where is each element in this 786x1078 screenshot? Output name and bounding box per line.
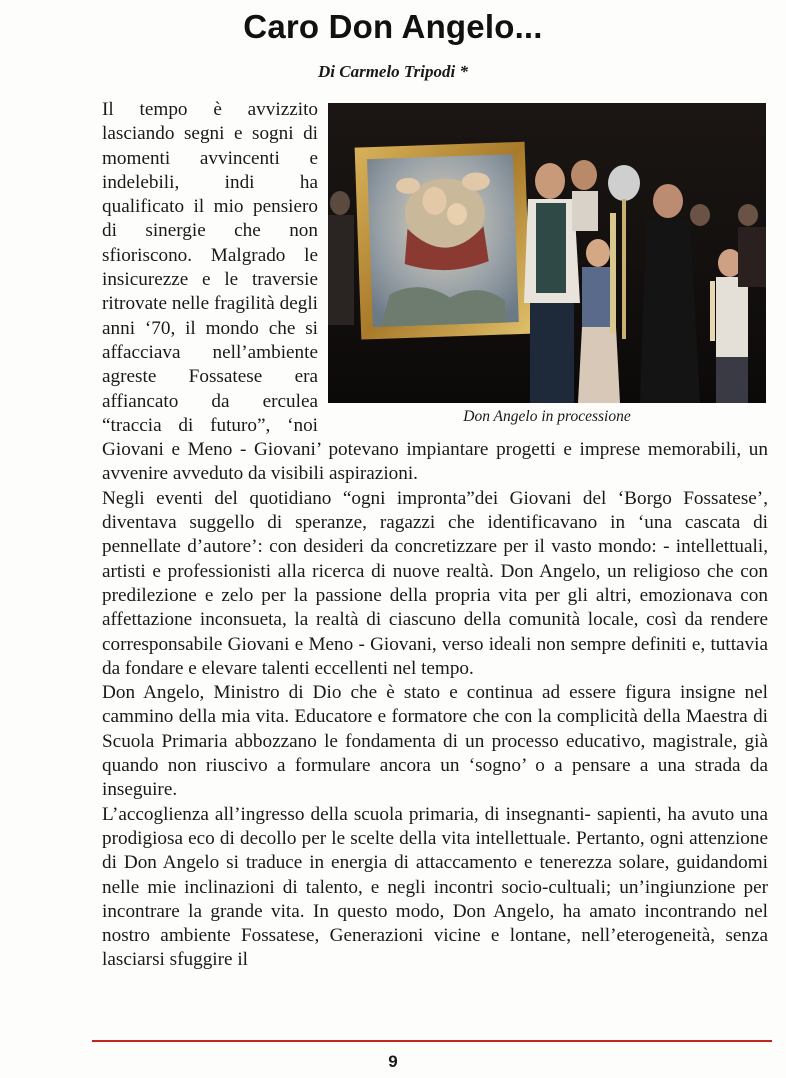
photo-caption: Don Angelo in processione [463,408,631,425]
article-body [102,98,768,973]
paragraph-4: L’accoglienza all’ingresso della scuola primaria, di insegnanti- sapienti, ha avuto una prodigiosa eco di decollo per le scelte della vita intellettuale. Pertanto, ogni attenzione di Don Angelo si traduce in energia di attaccamento e tenerezza solare, guidandomi nelle mie inclinazioni di talento, e negli incontri socio-cultuali; un’ingiunzione per incontrare la grande vita. In questo modo, Don Angelo, ha amato incontrando nel nostro ambiente Fossatese, Generazioni vicine e lontane, nell’eterogeneità, senza lasciarsi sfuggire il [102,803,768,971]
paragraph-2: Negli eventi del quotidiano “ogni impronta”dei Giovani del ‘Borgo Fossatese’, diventava suggello di speranze, ragazzi che identificavano in ‘una cascata di pennellate d’autore’: con desideri da concretizzare per il vasto mondo: - intellettuali, artisti e professionisti alla ricerca di nuove realtà. Don Angelo, un religioso che con predilezione e zelo per la passione della propria vita per gli altri, emozionava con affettazione inconsueta, la realtà di ciascuno della comunità locale, così da rendere corresponsabile Giovani e Meno - Giovani, verso ideali non sempre definiti e, tuttavia da fondare e elevare talenti eccellenti nel tempo. [102,487,768,679]
procession-illustration [328,103,766,403]
paragraph-3: Don Angelo, Ministro di Dio che è stato e continua ad essere figura insigne nel cammino della mia vita. Educatore e formatore che con la complicità della Maestra di Scuola Primaria abbozzano le fondamenta di un processo educativo, magistrale, già quando non riuscivo a formulare ancora un ‘sogno’ o a pensare a una strada da inseguire. [102,682,768,801]
paragraph-1: Il tempo è avvizzito lasciando segni e sogni di momenti avvincenti e indelebili, indi ha qualificato il mio pensiero di sinergie che non sfioriscono. Malgrado le insicurezze e le traversie ritrovate nelle fragilità degli anni ‘70, il mondo che si affacciava nell’ambiente agreste Fossatese era affiancato da erculea “traccia di futuro”, ‘noi Giovani e Meno - Giovani’ potevano impiantare progetti e imprese memorabili, un avvenire avveduto da visibili aspirazioni. [102,99,768,485]
page-number: 9 [388,1052,398,1071]
photo-figure [328,103,768,433]
article-byline: Di Carmelo Tripodi * [317,62,468,81]
procession-photo [328,103,766,403]
footer-rule [92,1040,772,1042]
article-title: Caro Don Angelo... [243,8,543,45]
